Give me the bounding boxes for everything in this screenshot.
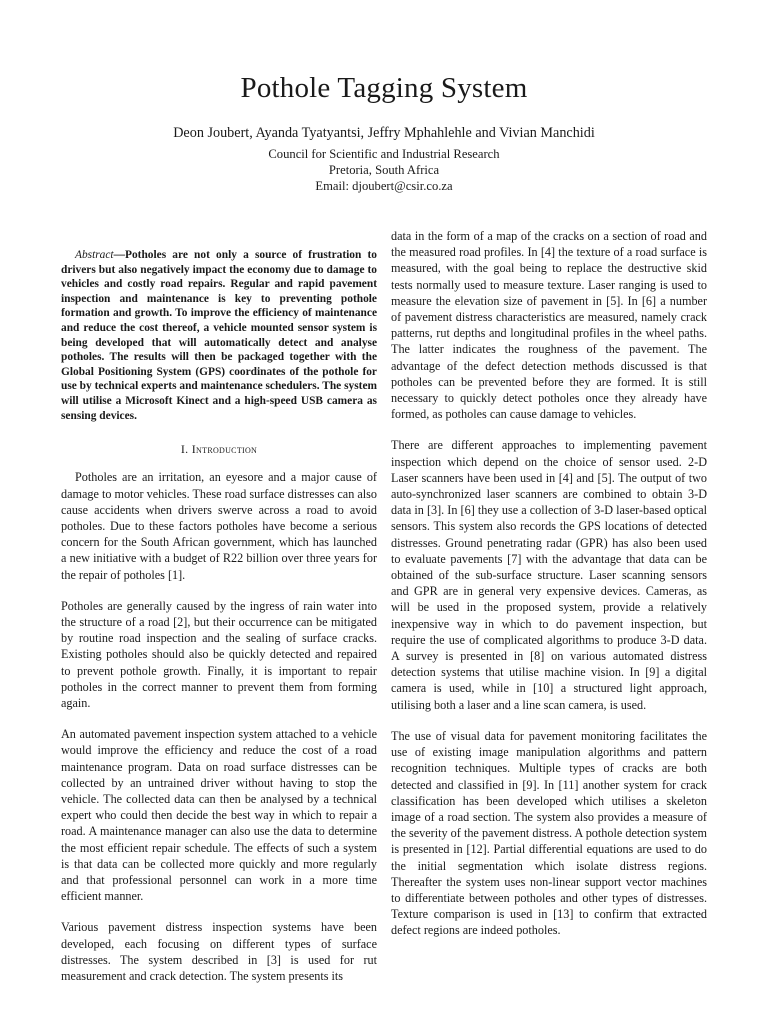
email: Email: djoubert@csir.co.za [315,179,453,193]
paper-title: Pothole Tagging System [240,72,528,104]
right-paragraph-2: There are different approaches to implementing pavement inspection which depend on the choice of sensor used. 2-D Laser scanners have been used in [4] and [5]. The output of two auto-synchronized laser scanners are combined to obtain 3-D data in [3]. In [6] they use a collection of 3-D laser-based optical sensors. This system also records the GPS locations of detected distresses. Ground penetrating radar (GPR) has also been used to evaluate pavements [7] with the advantage that data can be obtained of the sub-surface structure. Laser scanning sensors and GPR are in general very expensive devices. Cameras, as will be used in the proposed system, provide a relatively inexpensive way in which to do pavement inspection, but require the use of complicated algorithms to produce 3-D data. A survey is presented in [8] on various automated distress detection systems that utilise machine vision. In [9] a digital camera is used, while in [10] a structured light approach, utilising both a laser and a line scan camera, is used. [391,438,707,712]
affiliation: Council for Scientific and Industrial Research [268,147,500,161]
right-paragraph-3: The use of visual data for pavement monitoring facilitates the use of existing image manipulation algorithms and pattern recognition techniques. Multiple types of cracks are both detected and classified in [9]. In [11] another system for crack classification has been developed which utilises a skeleton image of a road section. The system also provides a measure of the severity of the pavement distress. A pothole detection system is presented in [12]. Partial differential equations are used to do the initial segmentation which isolate distress regions. Thereafter the system uses non-linear support vector machines to differentiate between potholes and other types of distresses. Texture comparison is used in [13] to confirm that extracted defect regions are indeed potholes. [391,728,707,938]
abstract-text: Potholes are not only a source of frustration to drivers but also negatively impact the economy due to damage to vehicles and costly road repairs. Regular and rapid pavement inspection and maintenance is key to preventing pothole formation and growth. To improve the efficiency of maintenance and reduce the cost thereof, a vehicle mounted sensor system is being developed that will automatically detect and analyse potholes. The results will then be packaged together with the Global Positioning System (GPS) coordinates of the pothole for use by technical experts and maintenance schedulers. The system will utilise a Microsoft Kinect and a high-speed USB camera as sensing devices. [61,249,377,422]
intro-paragraph-1: Potholes are an irritation, an eyesore and a major cause of damage to motor vehicles. These road surface distresses can also cause accidents when drivers swerve across a road to avoid potholes. Due to these factors potholes have become a serious concern for the South African government, which has launched a new initiative with a budget of R22 billion over three years for the repair of potholes [1]. [61,470,377,582]
abstract: Abstract—Potholes are not only a source of frustration to drivers but also negatively impact the economy due to damage to vehicles and costly road repairs. Regular and rapid pavement inspection and maintenance is key to preventing pothole formation and growth. To improve the efficiency of maintenance and reduce the cost thereof, a vehicle mounted sensor system is being developed that will automatically detect and analyse potholes. The results will then be packaged together with the Global Positioning System (GPS) coordinates of the pothole for use by technical experts and maintenance schedulers. The system will utilise a Microsoft Kinect and a high-speed USB camera as sensing devices. [61,249,377,422]
right-column [391,228,707,954]
affiliation-block [0,146,768,194]
abstract-label: Abstract [75,249,114,261]
author-list: Deon Joubert, Ayanda Tyatyantsi, Jeffry Mphahlehle and Vivian Manchidi [173,125,595,141]
location: Pretoria, South Africa [328,163,440,177]
intro-paragraph-3: An automated pavement inspection system attached to a vehicle would improve the efficiency and reduce the cost of a road maintenance program. Data on road surface distresses can be collected by an untrained driver without having to stop the vehicle. The collected data can then be analysed by a technical expert who could then decide the best way in which to repair a road. A maintenance manager can also use the data to determine the most efficient repair schedule. The effects of such a system is that data can be collected more quickly and more regularly and that professional personnel can work in a more time efficient manner. [61,727,377,904]
intro-paragraph-4: Various pavement distress inspection systems have been developed, each focusing on different types of surface distresses. The system described in [3] is used for rut measurement and crack detection. The system presents its [61,920,377,984]
left-column [61,248,377,999]
right-paragraph-1: data in the form of a map of the cracks on a section of road and the measured road profiles. In [4] the texture of a road surface is measured, with the goal being to replace the destructive skid tests normally used to measure texture. Laser ranging is used to measure the elevation size of pavement in [5]. In [6] a number of pavement distress characteristics are measured, namely crack patterns, rut depths and longitudinal profiles in the wheel paths. The latter indicates the roughness of the pavement. The advantage of the defect detection methods discussed is that potholes can be prevented before they are formed. It is still necessary to quickly detect potholes once they already have formed, as potholes can cause damage to vehicles. [391,229,707,422]
intro-paragraph-2: Potholes are generally caused by the ingress of rain water into the structure of a road [2], but their occurrence can be mitigated by routine road inspection and the sealing of surface cracks. Existing potholes should also be quickly detected and repaired to prevent pothole growth. Finally, it is important to repair potholes in the correct manner to prevent them from forming again. [61,598,377,710]
section-heading: I. Introduction [180,442,258,457]
